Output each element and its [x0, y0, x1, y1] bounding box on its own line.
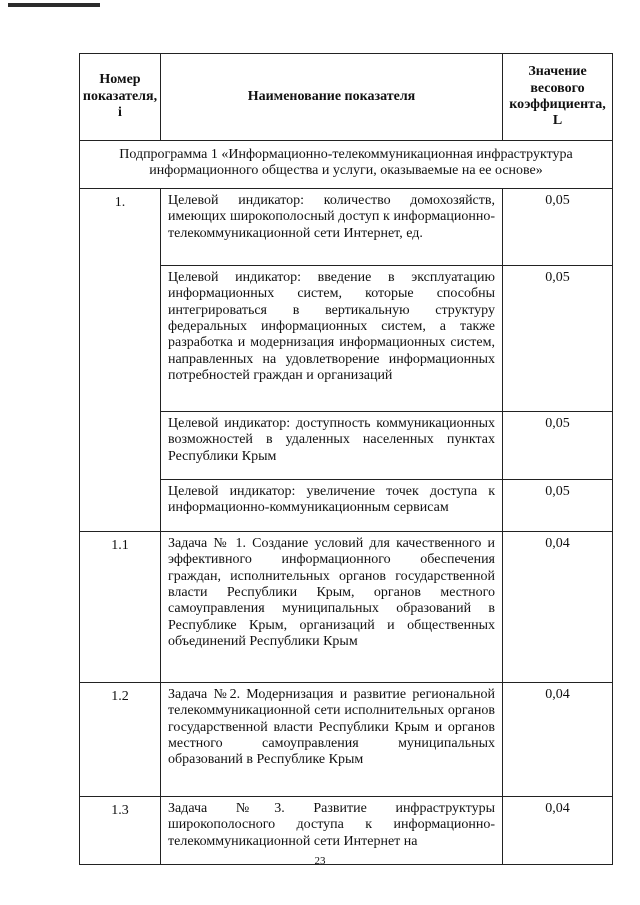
row-text: Задача № 1. Создание условий для качественного и эффективного информационного обеспечения граждан, исполнительных органов государственной власти Республики Крым, органов местного самоуправления муниципальных образований в Республике Крым, организаций и общественных объединений Республики Крым [161, 531, 503, 682]
row-text: Целевой индикатор: количество домохозяйств, имеющих широкополосный доступ к информационно-телекоммуникационной сети Интернет, ед. [161, 188, 503, 265]
table-row [80, 531, 613, 682]
row-number: 1. [80, 188, 161, 531]
row-value: 0,05 [503, 479, 613, 531]
row-value: 0,04 [503, 531, 613, 682]
row-text: Задача №3. Развитие инфраструктуры широкополосного доступа к информационно-телекоммуникационной сети Интернет на [161, 796, 503, 864]
row-text: Целевой индикатор: увеличение точек доступа к информационно-коммуникационным сервисам [161, 479, 503, 531]
header-number: Номер показателя, i [80, 54, 161, 141]
table-row [80, 682, 613, 796]
page-number: 23 [314, 855, 326, 867]
indicators-table [79, 53, 613, 865]
header-row [80, 54, 613, 141]
row-number: 1.3 [80, 796, 161, 864]
subprogram-title: Подпрограмма 1 «Информационно-телекоммуникационная инфраструктура информационного общества и услуги, оказываемые на ее основе» [80, 141, 613, 189]
row-text: Задача №2. Модернизация и развитие региональной телекоммуникационной сети исполнительных органов государственной власти Республики Крым и органов местного самоуправления муниципальных образований в Республике Крым [161, 682, 503, 796]
top-edge-mark [8, 3, 100, 7]
row-value: 0,05 [503, 265, 613, 411]
header-weight: Значение весового коэффициента, L [503, 54, 613, 141]
row-value: 0,04 [503, 796, 613, 864]
row-value: 0,04 [503, 682, 613, 796]
header-name: Наименование показателя [161, 54, 503, 141]
row-number: 1.1 [80, 531, 161, 682]
row-number: 1.2 [80, 682, 161, 796]
subprogram-row [80, 141, 613, 189]
table-row [80, 188, 613, 265]
row-text: Целевой индикатор: введение в эксплуатацию информационных систем, которые способны интегрироваться в вертикальную структуру федеральных информационных систем, а также разработка и модернизация информационных систем, направленных на удовлетворение информационных потребностей граждан и организаций [161, 265, 503, 411]
row-text: Целевой индикатор: доступность коммуникационных возможностей в удаленных населенных пунктах Республики Крым [161, 411, 503, 479]
row-value: 0,05 [503, 188, 613, 265]
row-value: 0,05 [503, 411, 613, 479]
